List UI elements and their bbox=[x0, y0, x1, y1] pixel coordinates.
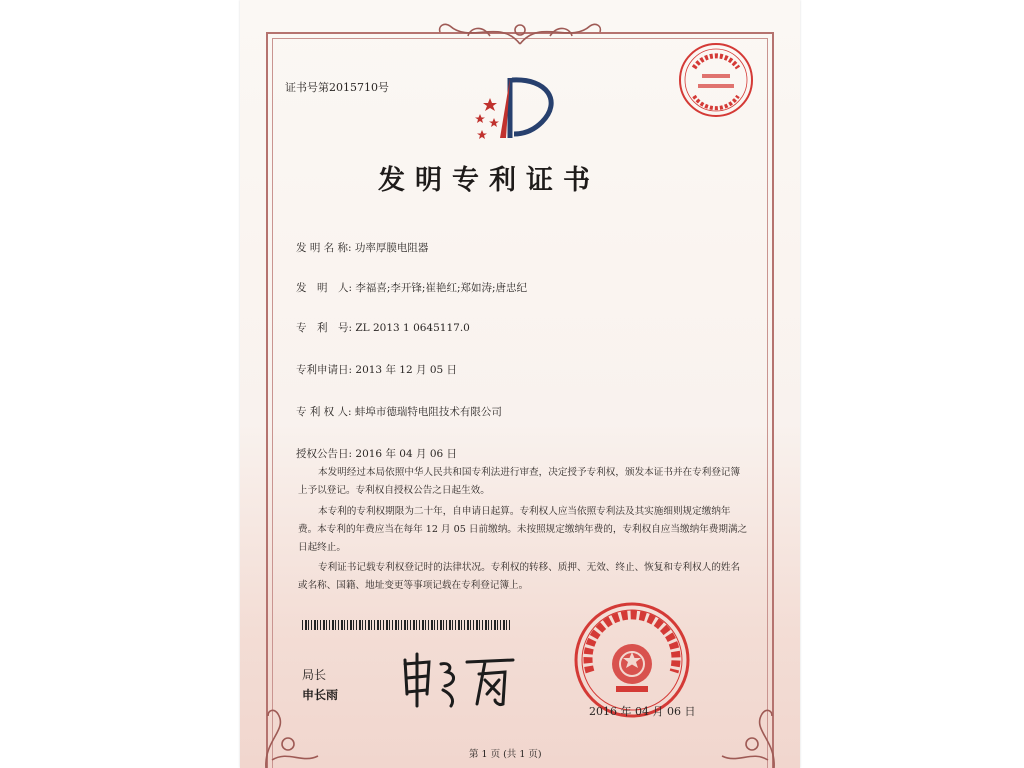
field-label: 专利申请日: bbox=[296, 364, 353, 376]
director-name: 申长雨 bbox=[302, 688, 339, 702]
patentee-row bbox=[296, 404, 502, 419]
field-label: 发 明 人: bbox=[296, 282, 353, 294]
seal-date: 2016 年 04 月 06 日 bbox=[589, 705, 696, 718]
director-signature bbox=[395, 650, 525, 710]
barcode bbox=[302, 620, 512, 630]
agency-tax-stamp bbox=[676, 40, 756, 120]
page-footer: 第 1 页 (共 1 页) bbox=[469, 749, 542, 760]
bottom-left-ornament bbox=[258, 700, 328, 768]
certificate-number: 证书号第2015710号 bbox=[285, 81, 389, 94]
field-label: 专 利 权 人: bbox=[296, 406, 352, 418]
grant-date: 2016 年 04 月 06 日 bbox=[355, 448, 458, 460]
certificate-title: 发明专利证书 bbox=[378, 165, 600, 196]
field-label: 授权公告日: bbox=[296, 448, 353, 460]
patent-number: ZL 2013 1 0645117.0 bbox=[355, 322, 470, 334]
invention-name-row bbox=[296, 240, 428, 255]
bottom-right-ornament bbox=[712, 700, 782, 768]
invention-name: 功率厚膜电阻器 bbox=[354, 242, 429, 254]
field-label: 发 明 名 称: bbox=[296, 242, 352, 254]
patent-number-row bbox=[296, 320, 470, 335]
inventors: 李福喜;李开锋;崔艳红;郑如涛;唐忠纪 bbox=[355, 282, 528, 294]
field-label: 专 利 号: bbox=[296, 322, 353, 334]
legal-paragraph-1: 本发明经过本局依照中华人民共和国专利法进行审查，决定授予专利权，颁发本证书并在专利登记簿上予以登记。专利权自授权公告之日起生效。 bbox=[298, 467, 741, 496]
official-seal bbox=[572, 600, 692, 720]
grant-date-row bbox=[296, 446, 457, 461]
legal-paragraph-3: 专利证书记载专利权登记时的法律状况。专利权的转移、质押、无效、终止、恢复和专利权人的姓名或名称、国籍、地址变更等事项记载在专利登记簿上。 bbox=[298, 562, 741, 591]
patent-office-emblem-icon bbox=[470, 70, 565, 145]
application-date-row bbox=[296, 362, 457, 377]
patentee: 蚌埠市德瑞特电阻技术有限公司 bbox=[354, 406, 502, 418]
top-ornament bbox=[430, 14, 610, 50]
director-title: 局长 bbox=[302, 668, 327, 682]
legal-paragraph-2: 本专利的专利权期限为二十年，自申请日起算。专利权人应当依照专利法及其实施细则规定缴纳年费。本专利的年费应当在每年 12 月 05 日前缴纳。未按照规定缴纳年费的，专利权自应当缴纳年费期满之日起终止。 bbox=[298, 506, 748, 553]
inventors-row bbox=[296, 280, 527, 295]
application-date: 2013 年 12 月 05 日 bbox=[355, 364, 458, 376]
